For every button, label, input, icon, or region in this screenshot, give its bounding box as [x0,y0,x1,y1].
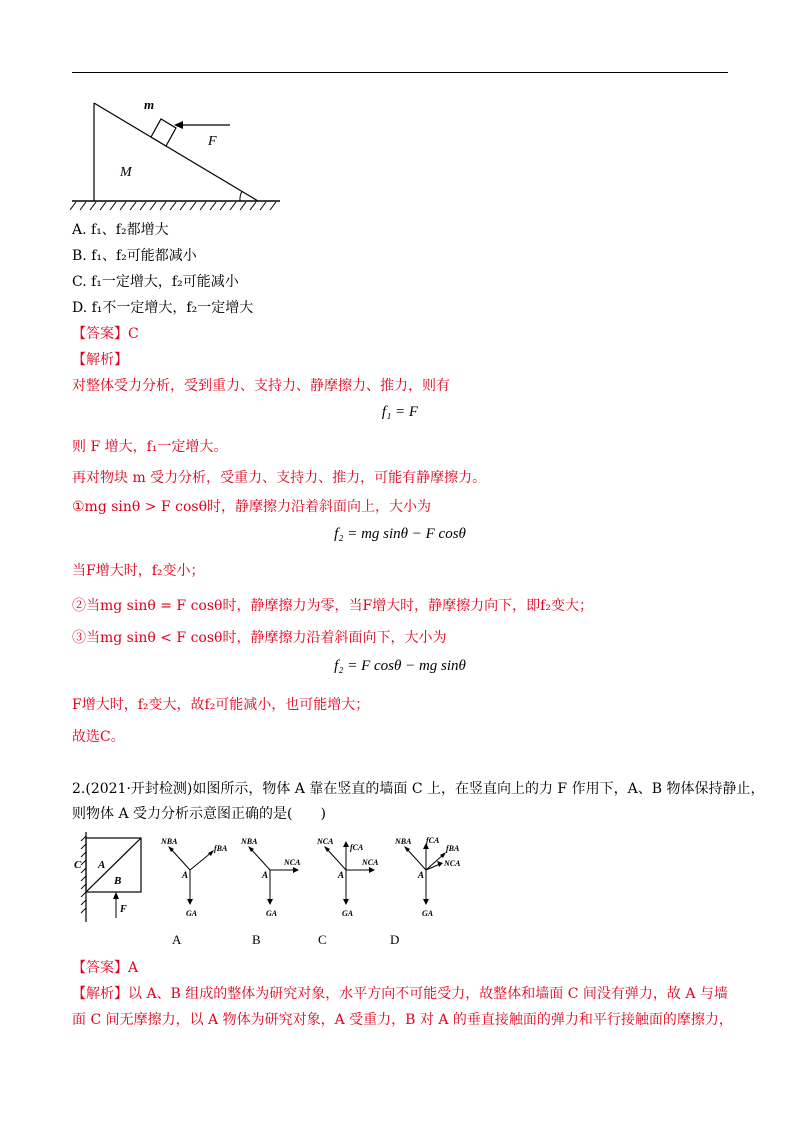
analysis-line-1: 对整体受力分析，受到重力、支持力、静摩擦力、推力，则有 [72,378,450,394]
analysis-line-7: ③当mg sinθ < F cosθ时，静摩擦力沿着斜面向下，大小为 [72,630,447,646]
label-NBA: NBA [161,837,178,846]
label-NCA: NCA [444,859,461,868]
label-force-F: F [120,904,127,915]
analysis-line-6: ②当mg sinθ = F cosθ时，静摩擦力为零，当F增大时，静摩擦力向下，即f₂变大； [72,598,593,614]
label-A: A [338,870,345,880]
equation-1: f₁ = F [381,404,419,420]
label-fBA: fBA [214,844,228,853]
analysis-line-4: ①mg sinθ > F cosθ时，静摩擦力沿着斜面向上，大小为 [72,499,432,515]
label-fCA: fCA [426,836,440,845]
equation-2: f₂ = mg sinθ − F cosθ [334,526,466,542]
label-A: A [262,870,269,880]
analysis-2-line-2: 面 C 间无摩擦力，以 A 物体为研究对象，A 受重力，B 对 A 的垂直接触面的弹力和平行接触面的摩擦力， [72,1012,733,1028]
equation-3: f₂ = F cosθ − mg sinθ [334,658,466,674]
option-b: B. f₁、f₂可能都减小 [72,248,197,264]
label-NBA: NBA [395,837,412,846]
label-NCA: NCA [362,858,379,867]
answer-1: 【答案】C [72,326,139,342]
question-2-stem-2: 则物体 A 受力分析示意图正确的是( ) [72,806,326,822]
analysis-line-3: 再对物块 m 受力分析，受重力、支持力、推力，可能有静摩擦力。 [72,470,487,486]
option-c: C. f₁一定增大，f₂可能减小 [72,274,239,290]
label-GA: GA [422,909,434,918]
option-d: D. f₁不一定增大，f₂一定增大 [72,300,254,316]
wall-figure [72,828,152,926]
header-rule [72,72,728,73]
caption-d: D [390,932,400,947]
label-block-A: A [98,859,106,871]
label-fBA: fBA [446,844,460,853]
label-A: A [182,870,189,880]
option-diagram-b [238,828,318,926]
analysis-2-line-1: 【解析】以 A、B 组成的整体为研究对象，水平方向不可能受力，故整体和墙面 C 间没有弹力，故 A 与墙 [72,986,728,1002]
analysis-line-5: 当F增大时，f₂变小； [72,563,205,579]
caption-c: C [318,932,327,947]
label-M: M [120,165,132,180]
caption-a: A [172,932,182,947]
caption-b: B [252,932,261,947]
answer-2: 【答案】A [72,960,139,976]
label-F: F [208,134,217,149]
label-wall-C: C [74,859,82,871]
option-a: A. f₁、f₂都增大 [72,222,169,238]
label-A: A [418,870,425,880]
analysis-title-1: 【解析】 [72,352,128,368]
label-NBA: NBA [241,837,258,846]
option-diagram-d [392,828,472,926]
incline-figure [70,95,285,215]
label-NCA: NCA [284,858,301,867]
label-GA: GA [342,909,354,918]
label-block-B: B [114,875,122,887]
label-GA: GA [186,909,198,918]
question-2-stem-1: 2.(2021·开封检测)如图所示，物体 A 靠在竖直的墙面 C 上，在竖直向上的力 F 作用下，A、B 物体保持静止， [72,781,765,797]
label-GA: GA [266,909,278,918]
label-NCA: NCA [317,837,334,846]
label-fCA: fCA [350,843,364,852]
analysis-line-2: 则 F 增大，f₁一定增大。 [72,439,228,455]
analysis-line-8: F增大时，f₂变大，故f₂可能减小，也可能增大； [72,697,370,713]
label-m: m [144,97,155,112]
option-diagram-c [316,828,396,926]
option-diagram-a [158,828,238,926]
analysis-line-9: 故选C。 [72,729,125,745]
